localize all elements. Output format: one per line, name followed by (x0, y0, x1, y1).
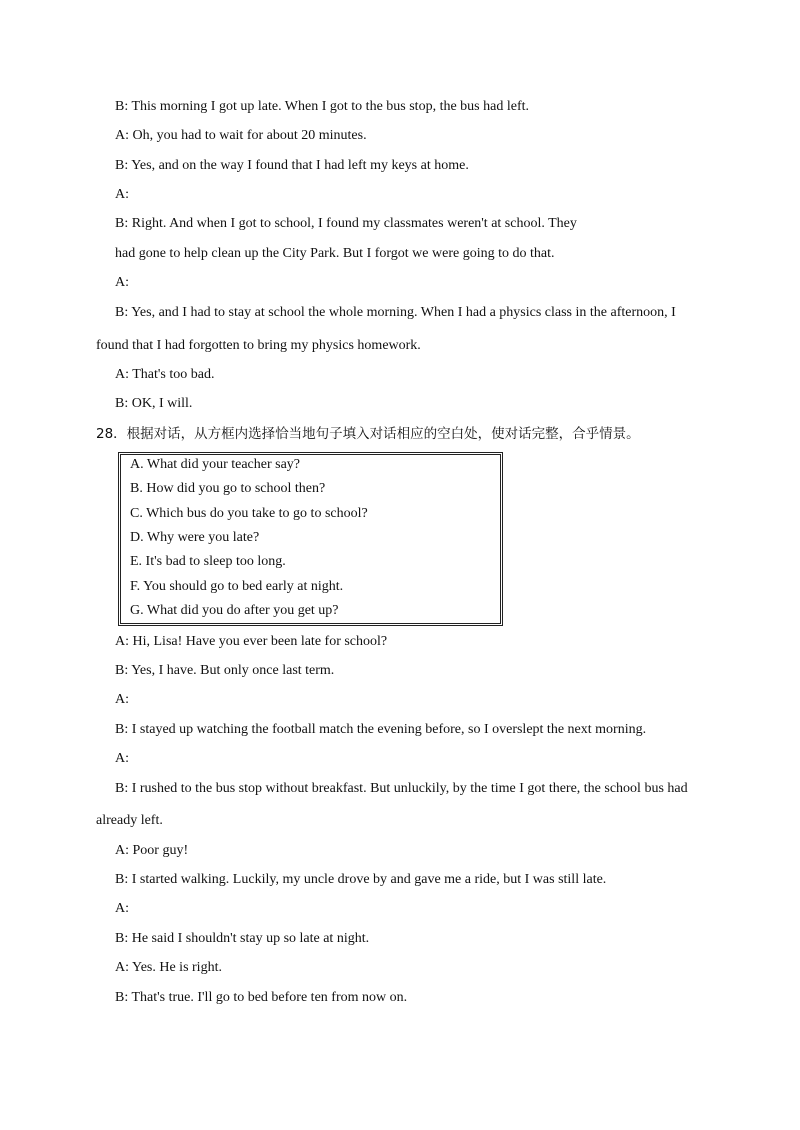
dialogue2-line-1: A: Hi, Lisa! Have you ever been late for school? (115, 634, 388, 649)
dialogue1-line-1: B: This morning I got up late. When I got to the bus stop, the bus had left. (115, 99, 529, 114)
dialogue2-line-4: B: I stayed up watching the football match the evening before, so I overslept the next morning. (115, 722, 647, 737)
option-a: A. What did your teacher say? (130, 457, 301, 472)
dialogue1-line-7: A: (115, 275, 129, 290)
dialogue2-line-8: A: Poor guy! (115, 843, 189, 858)
option-c: C. Which bus do you take to go to school? (130, 506, 368, 521)
dialogue1-line-4: A: (115, 187, 129, 202)
dialogue1-line-5: B: Right. And when I got to school, I found my classmates weren't at school. They (115, 216, 577, 231)
dialogue2-line-13: B: That's true. I'll go to bed before ten from now on. (115, 990, 408, 1005)
dialogue1-line-6: had gone to help clean up the City Park. But I forgot we were going to do that. (115, 246, 555, 261)
dialogue1-line-2: A: Oh, you had to wait for about 20 minutes. (115, 128, 367, 143)
dialogue2-line-2: B: Yes, I have. But only once last term. (115, 663, 335, 678)
dialogue2-line-5: A: (115, 751, 129, 766)
question-title: 28．根据对话，从方框内选择恰当地句子填入对话相应的空白处，使对话完整，合乎情景。 (96, 426, 640, 442)
dialogue1-line-8: B: Yes, and I had to stay at school the whole morning. When I had a physics class in the afternoon, I (115, 305, 676, 320)
dialogue2-line-11: B: He said I shouldn't stay up so late at night. (115, 931, 370, 946)
dialogue2-line-7: already left. (96, 813, 163, 828)
dialogue2-line-3: A: (115, 692, 129, 707)
dialogue1-line-10: A: That's too bad. (115, 367, 215, 382)
option-d: D. Why were you late? (130, 530, 260, 545)
dialogue2-line-10: A: (115, 901, 129, 916)
dialogue2-line-9: B: I started walking. Luckily, my uncle drove by and gave me a ride, but I was still late. (115, 872, 607, 887)
option-g: G. What did you do after you get up? (130, 603, 339, 618)
dialogue1-line-11: B: OK, I will. (115, 396, 193, 411)
option-f: F. You should go to bed early at night. (130, 579, 344, 594)
dialogue2-line-6: B: I rushed to the bus stop without breakfast. But unluckily, by the time I got there, the school bus had (115, 781, 688, 796)
dialogue1-line-3: B: Yes, and on the way I found that I had left my keys at home. (115, 158, 469, 173)
dialogue1-line-9: found that I had forgotten to bring my physics homework. (96, 338, 421, 353)
dialogue2-line-12: A: Yes. He is right. (115, 960, 222, 975)
option-b: B. How did you go to school then? (130, 481, 326, 496)
option-e: E. It's bad to sleep too long. (130, 554, 286, 569)
